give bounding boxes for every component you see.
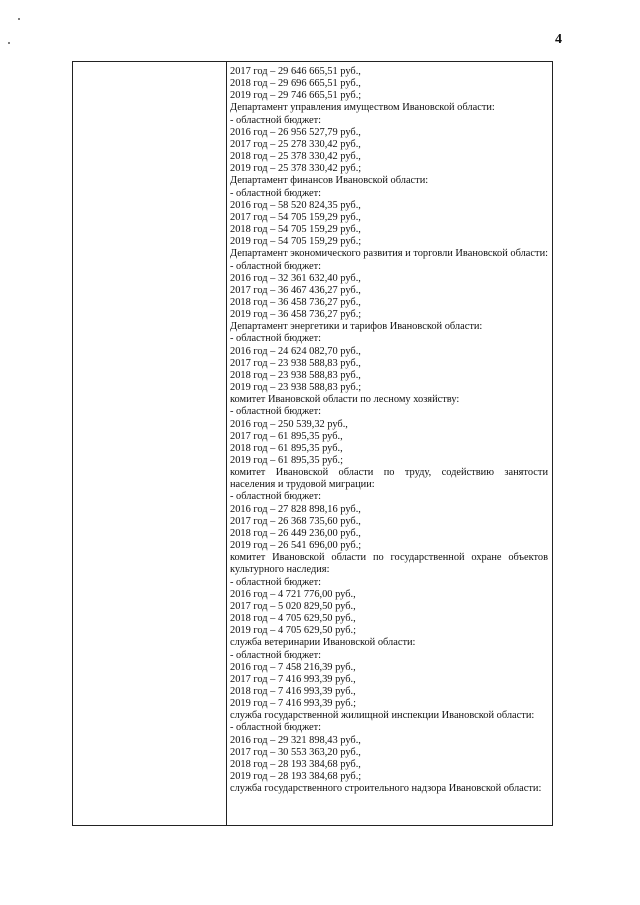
text-line: 2019 год – 26 541 696,00 руб.;	[230, 540, 362, 552]
page-number: 4	[555, 32, 562, 47]
text-line: - областной бюджет:	[230, 333, 322, 345]
text-line: 2017 год – 26 368 735,60 руб.,	[230, 515, 361, 527]
text-line: 2016 год – 32 361 632,40 руб.,	[230, 272, 361, 284]
text-line: служба государственной жилищной инспекции Ивановской области:	[230, 710, 535, 722]
text-line: 2019 год – 29 746 665,51 руб.;	[230, 90, 362, 102]
text-line: - областной бюджет:	[230, 722, 322, 734]
text-line: - областной бюджет:	[230, 406, 322, 418]
text-line: Департамент управления имуществом Ивановской области:	[230, 102, 495, 114]
labor-committee-heading: комитет Ивановской области по труду, содействию занятости населения и трудовой миграции:	[230, 467, 548, 491]
text-line: 2019 год – 23 938 588,83 руб.;	[230, 382, 362, 394]
text-line: 2016 год – 58 520 824,35 руб.,	[230, 199, 361, 211]
text-line: 2016 год – 29 321 898,43 руб.,	[230, 734, 361, 746]
text-line: - областной бюджет:	[230, 260, 322, 272]
allocation-lines-bottom	[230, 577, 548, 796]
text-line: 2019 год – 25 378 330,42 руб.;	[230, 163, 362, 175]
text-line: - областной бюджет:	[230, 491, 322, 503]
text-line: 2017 год – 25 278 330,42 руб.,	[230, 138, 361, 150]
text-line: Департамент финансов Ивановской области:	[230, 175, 429, 187]
text-line: 2018 год – 54 705 159,29 руб.,	[230, 224, 361, 236]
text-line: 2017 год – 61 895,35 руб.,	[230, 430, 343, 442]
text-line: - областной бюджет:	[230, 187, 322, 199]
allocation-lines-labor	[230, 491, 548, 552]
text-line: 2017 год – 54 705 159,29 руб.,	[230, 211, 361, 223]
text-line: 2018 год – 23 938 588,83 руб.,	[230, 369, 361, 381]
text-line: 2016 год – 4 721 776,00 руб.,	[230, 588, 356, 600]
text-line: 2017 год – 23 938 588,83 руб.,	[230, 357, 361, 369]
text-line: - областной бюджет:	[230, 576, 322, 588]
budget-table	[72, 61, 553, 826]
text-line: 2017 год – 30 553 363,20 руб.,	[230, 746, 361, 758]
column-divider	[226, 62, 227, 825]
text-line: 2019 год – 61 895,35 руб.;	[230, 455, 344, 466]
text-line: 2018 год – 26 449 236,00 руб.,	[230, 527, 361, 539]
text-line: 2016 год – 27 828 898,16 руб.,	[230, 503, 361, 515]
text-line: 2018 год – 29 696 665,51 руб.,	[230, 78, 361, 90]
text-line: Департамент экономического развития и торговли Ивановской области:	[230, 248, 548, 260]
text-line: 2018 год – 28 193 384,68 руб.,	[230, 758, 361, 770]
text-line: служба государственного строительного надзора Ивановской области:	[230, 783, 542, 795]
text-line: Департамент энергетики и тарифов Ивановской области:	[230, 321, 483, 333]
text-line: 2017 год – 36 467 436,27 руб.,	[230, 284, 361, 296]
text-line: 2016 год – 26 956 527,79 руб.,	[230, 126, 361, 138]
text-line: 2019 год – 54 705 159,29 руб.;	[230, 236, 362, 248]
scan-speck	[8, 42, 10, 44]
text-line: 2017 год – 7 416 993,39 руб.,	[230, 673, 356, 685]
text-line: 2018 год – 4 705 629,50 руб.,	[230, 613, 356, 625]
allocation-lines-top	[230, 66, 548, 467]
text-line: - областной бюджет:	[230, 114, 322, 126]
text-line: 2018 год – 7 416 993,39 руб.,	[230, 685, 356, 697]
budget-allocation-cell	[230, 66, 548, 795]
text-line: 2017 год – 29 646 665,51 руб.,	[230, 66, 361, 77]
text-line: 2016 год – 250 539,32 руб.,	[230, 418, 348, 430]
scan-speck	[18, 18, 20, 20]
text-line: - областной бюджет:	[230, 649, 322, 661]
text-line: 2016 год – 7 458 216,39 руб.,	[230, 661, 356, 673]
text-line: 2018 год – 25 378 330,42 руб.,	[230, 151, 361, 163]
text-line: 2018 год – 61 895,35 руб.,	[230, 442, 343, 454]
text-line: 2019 год – 36 458 736,27 руб.;	[230, 309, 362, 321]
text-line: служба ветеринарии Ивановской области:	[230, 637, 416, 649]
heritage-committee-heading: комитет Ивановской области по государственной охране объектов культурного наследия:	[230, 552, 548, 576]
text-line: комитет Ивановской области по лесному хозяйству:	[230, 394, 460, 406]
text-line: 2019 год – 28 193 384,68 руб.;	[230, 771, 362, 783]
text-line: 2017 год – 5 020 829,50 руб.,	[230, 600, 356, 612]
text-line: 2019 год – 7 416 993,39 руб.;	[230, 698, 356, 710]
text-line: 2018 год – 36 458 736,27 руб.,	[230, 296, 361, 308]
text-line: 2016 год – 24 624 082,70 руб.,	[230, 345, 361, 357]
text-line: 2019 год – 4 705 629,50 руб.;	[230, 625, 356, 637]
